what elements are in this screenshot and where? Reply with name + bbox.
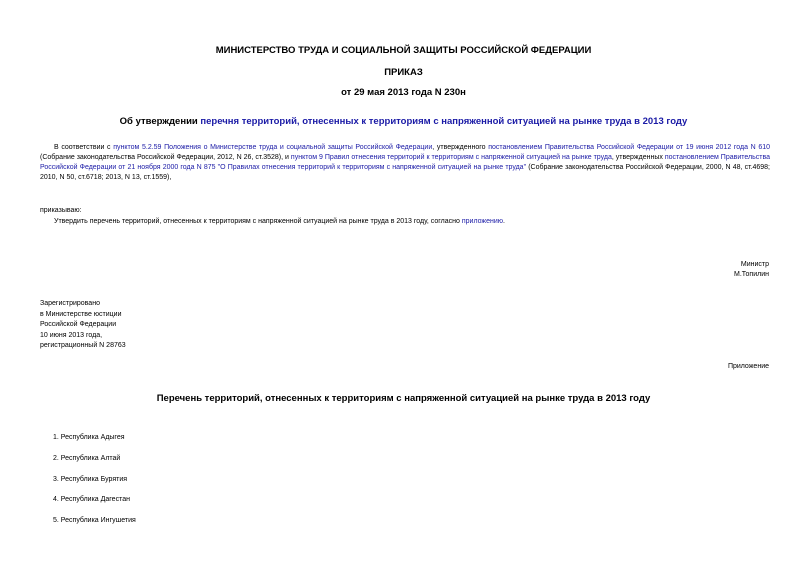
document-title [0,116,807,127]
preamble-link-resolution-875[interactable]: постановлением Правительства Российской Федерации от 21 ноября 2000 года N 875 "О Правилах отнесения территорий к территориям с напряженной ситуацией на рынке труда" [40,154,771,171]
preamble-text-2: , утвержденного [432,144,489,151]
registration-line: регистрационный N 28763 [40,342,126,349]
appendix-title: Перечень территорий, отнесенных к территориям с напряженной ситуацией на рынке труда в 2013 году [156,393,651,404]
order-word: приказываю: [40,207,82,214]
preamble-link-resolution-610[interactable]: постановлением Правительства Российской Федерации от 19 июня 2012 года N 610 [488,144,771,151]
document-type: ПРИКАЗ [384,67,423,78]
order-end: . [503,218,505,225]
list-item: 3. Республика Бурятия [53,476,128,483]
signature-name: М.Топилин [734,271,769,278]
preamble-text-4: , утвержденных [611,154,665,161]
list-item: 5. Республика Ингушетия [53,517,136,524]
order-text: Утвердить перечень территорий, отнесенных к территориям с напряженной ситуацией на рынке труда в 2013 году, согласно [54,218,462,225]
appendix-link[interactable]: приложению [461,218,504,225]
preamble-link-rules-p9[interactable]: пунктом 9 Правил отнесения территорий к территориям с напряженной ситуацией на рынке труда [290,154,612,161]
ministry-name: МИНИСТЕРСТВО ТРУДА И СОЦИАЛЬНОЙ ЗАЩИТЫ РОССИЙСКОЙ ФЕДЕРАЦИИ [215,45,592,56]
list-item: 4. Республика Дагестан [53,496,130,503]
list-item: 1. Республика Адыгея [53,434,125,441]
order-paragraph [54,217,505,227]
preamble-link-regulation[interactable]: пунктом 5.2.59 Положения о Министерстве труда и социальной защиты Российской Федерации [113,144,433,151]
registration-line: в Министерстве юстиции [40,310,122,318]
title-link[interactable]: перечня территорий, отнесенных к территориям с напряженной ситуацией на рынке труда в 2013 году [200,116,688,127]
title-prefix: Об утверждении [119,116,201,127]
preamble-text-1: В соответствии с [54,144,114,151]
document-date-number: от 29 мая 2013 года N 230н [341,87,466,98]
registration-block [40,299,126,352]
list-item: 2. Республика Алтай [53,455,121,462]
preamble-paragraph [40,143,770,183]
signature-position: Министр [740,261,769,268]
appendix-label: Приложение [727,363,769,370]
registration-line: Зарегистрировано [40,300,100,307]
registration-line: Российской Федерации [40,321,117,328]
registration-line: 10 июня 2013 года, [40,331,103,339]
preamble-text-5: (Собрание законодательства Российской Федерации, 2000, N 48, ст.4698; 2010, N 50, ст.6718; 2013, N 13, ст.1559), [40,164,770,181]
preamble-text-3: (Собрание законодательства Российской Федерации, 2012, N 26, ст.3528), и [40,154,291,161]
